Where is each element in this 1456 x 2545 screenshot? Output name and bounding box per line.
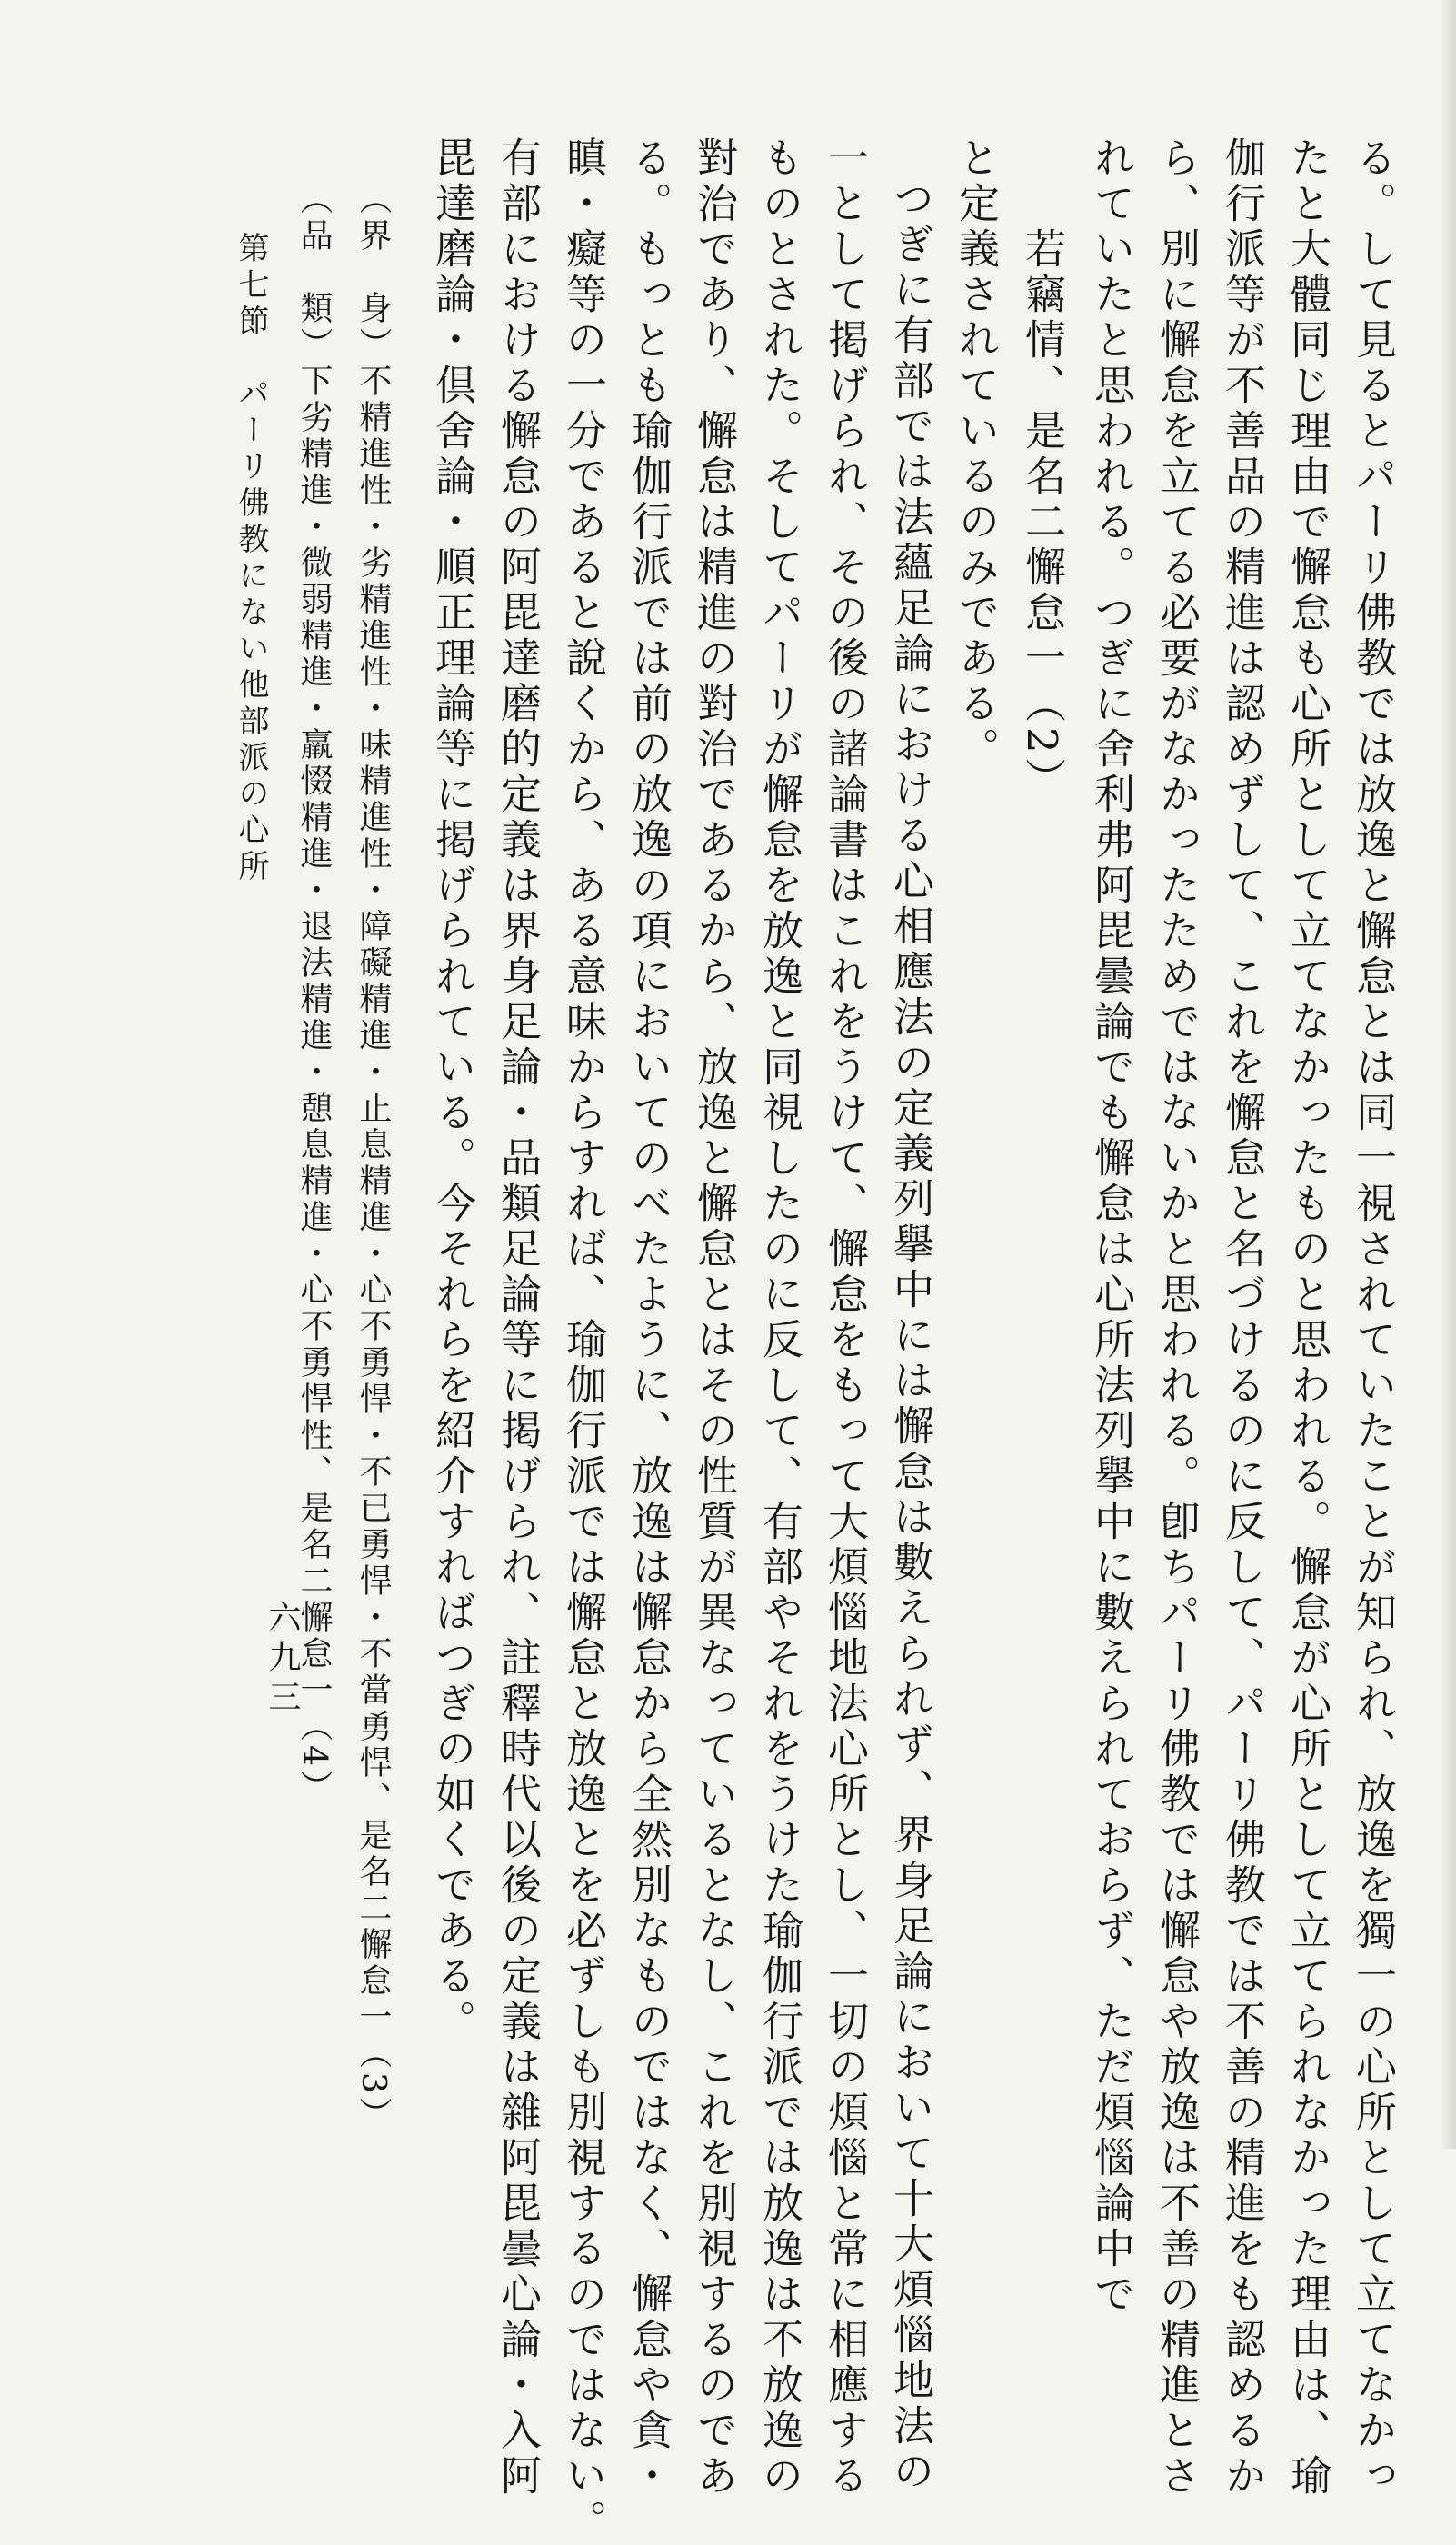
- text-column-12: る。もっとも瑜伽行派では前の放逸の項においてのべたように、放逸は懈怠から全然別なものではなく、懈怠や貪・: [624, 136, 673, 2500]
- text-column-8: つぎに有部では法蘊足論における心相應法の定義列擧中には懈怠は數えられず、界身足論において十大煩惱地法の: [886, 177, 934, 2495]
- text-column-15: 毘達磨論・倶舍論・順正理論等に掲げられている。今それらを紹介すればつぎの如くである。: [428, 136, 476, 2045]
- text-column-10: ものとされた。そしてパーリが懈怠を放逸と同視したのに反して、有部やそれをうけた瑜伽行派では放逸は不放逸の: [755, 136, 803, 2500]
- text-column-9: 一として掲げられ、その後の諸論書はこれをうけて、懈怠をもって大煩惱地法心所とし、一切の煩惱と常に相應する: [821, 136, 869, 2500]
- quote-hinrui: （品 類）下劣精進・微弱精進・羸惙精進・退法精進・憩息精進・心不勇悍性、是名二懈怠一（4）: [295, 182, 333, 1806]
- text-column-5: れていたと思われる。つぎに舍利弗阿毘曇論でも懈怠は心所法列擧中に數えられておらず、ただ煩惱論中で: [1087, 136, 1135, 2318]
- text-column-2: たと大體同じ理由で懈怠も心所として立てなかったものと思われる。懈怠が心所として立てられなかった理由は、瑜: [1283, 136, 1331, 2500]
- text-column-4: ら、別に懈怠を立てる必要がなかったためではないかと思われる。卽ちパーリ佛教では懈怠や放逸は不善の精進とさ: [1152, 136, 1201, 2500]
- quote-kaishin: （界 身）不精進性・劣精進性・味精進性・障礙精進・止息精進・心不勇悍・不已勇悍・不當勇悍、是名二懈怠一（3）: [354, 182, 392, 2133]
- quote-definition: 若竊情、是名二懈怠一（2）: [1018, 227, 1066, 803]
- text-column-11: 對治であり、懈怠は精進の對治であるから、放逸と懈怠とはその性質が異なっているとなし、これを別視するのであ: [690, 136, 738, 2500]
- text-column-7: と定義されているのみである。: [952, 136, 1000, 773]
- text-column-3: 伽行派等が不善品の精進は認めずして、これを懈怠と名づけるのに反して、パーリ佛教では不善の精進をも認めるか: [1218, 136, 1266, 2500]
- page-number: 六九三: [264, 1600, 301, 1720]
- text-column-13: 瞋・癡等の一分であると說くから、ある意味からすれば、瑜伽行派では懈怠と放逸とを必ずしも別視するのではない。: [559, 136, 607, 2545]
- running-title: 第七節 パーリ佛教にない他部派の心所: [233, 232, 269, 886]
- text-column-14: 有部における懈怠の阿毘達磨的定義は界身足論・品類足論等に掲げられ、註釋時代以後の定義は雜阿毘曇心論・入阿: [494, 136, 542, 2500]
- scan-edge: [1440, 0, 1456, 2149]
- text-column-1: る。して見るとパーリ佛教では放逸と懈怠とは同一視されていたことが知られ、放逸を獨一の心所として立てなかっ: [1349, 136, 1397, 2500]
